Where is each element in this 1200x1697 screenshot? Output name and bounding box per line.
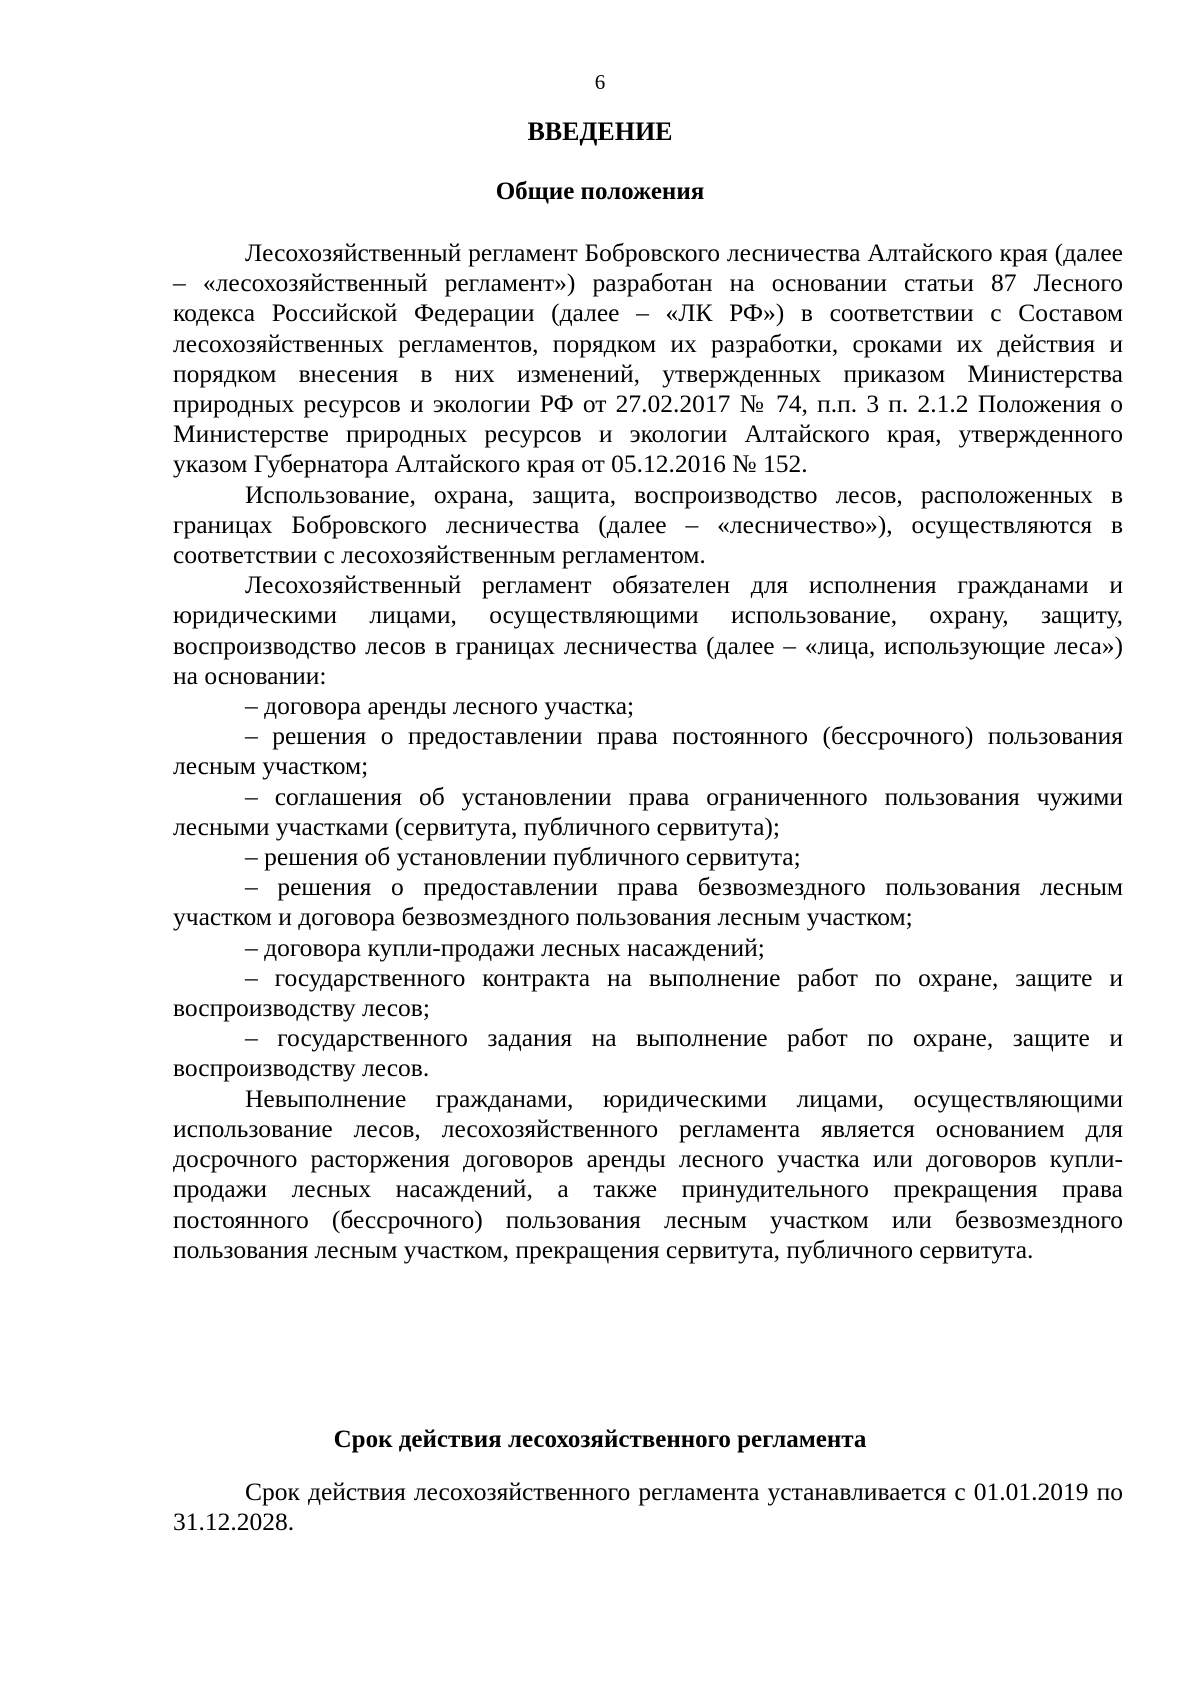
list-item-sale-contract: – договора купли-продажи лесных насаждений; [245, 932, 765, 962]
paragraph-forest-use: Использование, охрана, защита, воспроизводство лесов, расположенных в границах Бобровского лесничества (далее – «лесничество»), осуществляются в соответствии с лесохозяйственным регламентом. [173, 479, 1123, 570]
general-provisions-body [173, 238, 1123, 1265]
list-item-free-use: – решения о предоставлении права безвозмездного пользования лесным участком и договора безвозмездного пользования лесным участком; [173, 872, 1123, 932]
paragraph-obligation: Лесохозяйственный регламент обязателен для исполнения гражданами и юридическими лицами, осуществляющими использование, охрану, защиту, воспроизводство лесов в границах лесничества (далее – «лица, использующие леса») на основании: [173, 570, 1123, 690]
list-item-lease-contract: – договора аренды лесного участка; [245, 691, 635, 721]
subsection-title-general: Общие положения [495, 178, 705, 205]
list-item-public-servitude: – решения об установлении публичного сервитута; [245, 842, 801, 872]
list-item-permanent-use: – решения о предоставлении права постоянного (бессрочного) пользования лесным участком; [173, 721, 1123, 781]
paragraph-legal-basis: Лесохозяйственный регламент Бобровского лесничества Алтайского края (далее – «лесохозяйственный регламент») разработан на основании статьи 87 Лесного кодекса Российской Федерации (далее – «ЛК РФ») в соответствии с Составом лесохозяйственных регламентов, порядком их разработки, сроками их действия и порядком внесения в них изменений, утвержденных приказом Министерства природных ресурсов и экологии РФ от 27.02.2017 № 74, п.п. 3 п. 2.1.2 Положения о Министерстве природных ресурсов и экологии Алтайского края, утвержденного указом Губернатора Алтайского края от 05.12.2016 № 152. [173, 238, 1123, 479]
list-item-servitude-agreement: – соглашения об установлении права ограниченного пользования чужими лесными участками (сервитута, публичного сервитута); [173, 781, 1123, 841]
term-body [173, 1477, 1123, 1537]
page-number: 6 [594, 70, 606, 94]
section-title: ВВЕДЕНИЕ [527, 117, 673, 146]
subsection-title-term: Срок действия лесохозяйственного регламента [333, 1426, 867, 1453]
list-item-state-contract: – государственного контракта на выполнение работ по охране, защите и воспроизводству лесов; [173, 962, 1123, 1023]
list-item-state-task: – государственного задания на выполнение работ по охране, защите и воспроизводству лесов. [173, 1023, 1123, 1083]
paragraph-non-compliance: Невыполнение гражданами, юридическими лицами, осуществляющими использование лесов, лесохозяйственного регламента является основанием для досрочного расторжения договоров аренды лесного участка или договоров купли-продажи лесных насаждений, а также принудительного прекращения права постоянного (бессрочного) пользования лесным участком или безвозмездного пользования лесным участком, прекращения сервитута, публичного сервитута. [173, 1083, 1123, 1264]
paragraph-term: Срок действия лесохозяйственного регламента устанавливается с 01.01.2019 по 31.12.2028. [173, 1477, 1123, 1537]
